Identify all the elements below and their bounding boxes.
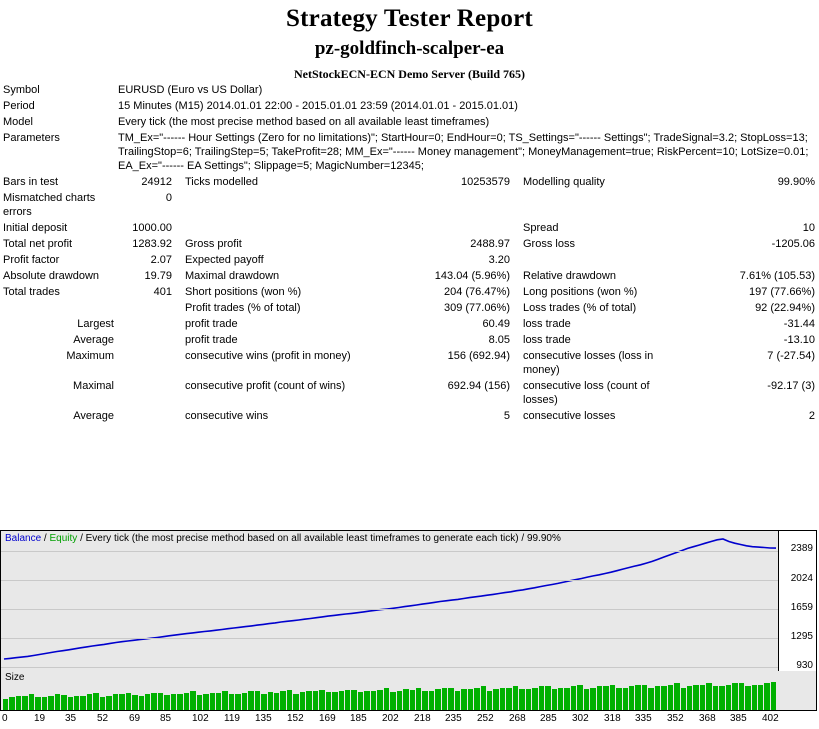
table-row	[0, 98, 819, 114]
page-title: Strategy Tester Report	[286, 5, 533, 32]
table-row	[0, 252, 819, 268]
average-label: Average	[73, 334, 114, 346]
relative-drawdown-label: Relative drawdown	[523, 270, 616, 282]
max-consecutive-wins-label: consecutive wins (profit in money)	[185, 350, 351, 362]
gross-loss-value: -1205.06	[771, 238, 815, 250]
x-tick-4: 69	[129, 713, 141, 724]
chart-y-axis	[778, 531, 816, 671]
report-subtitle: pz-goldfinch-scalper-ea	[314, 38, 505, 59]
gross-profit-value: 2488.97	[470, 238, 510, 250]
table-row	[0, 220, 819, 236]
table-row	[0, 316, 819, 332]
legend-separator: /	[43, 533, 47, 544]
table-row	[0, 268, 819, 284]
table-row	[0, 378, 819, 408]
gross-profit-label: Gross profit	[185, 238, 242, 250]
balance-line	[1, 531, 779, 671]
max-consecutive-losses-value: 7 (-27.54)	[767, 350, 815, 362]
spread-label: Spread	[523, 222, 559, 234]
x-tick-13: 218	[414, 713, 431, 724]
x-tick-23: 385	[730, 713, 747, 724]
maximal-drawdown-value: 143.04 (5.96%)	[434, 270, 510, 282]
model-value: Every tick (the most precise method based on all available least timeframes)	[118, 116, 490, 128]
chart-plot-area	[1, 531, 779, 671]
table-row	[0, 348, 819, 378]
profit-trades-label: Profit trades (% of total)	[185, 302, 301, 314]
profit-factor-value: 2.07	[150, 254, 172, 266]
mismatched-charts-errors-label: Mismatched charts errors	[3, 192, 96, 218]
table-row	[0, 82, 819, 98]
total-trades-label: Total trades	[3, 286, 60, 298]
legend-balance: Balance	[5, 533, 42, 544]
absolute-drawdown-value: 19.79	[144, 270, 172, 282]
x-tick-9: 152	[287, 713, 304, 724]
maximal-drawdown-label: Maximal drawdown	[185, 270, 280, 282]
model-label: Model	[3, 116, 33, 128]
initial-deposit-value: 1000.00	[132, 222, 172, 234]
max-consecutive-losses-label: consecutive losses (loss in money)	[523, 350, 654, 376]
table-row	[0, 300, 819, 316]
avg-consecutive-wins-label: consecutive wins	[185, 410, 269, 422]
x-tick-18: 302	[572, 713, 589, 724]
x-tick-17: 285	[540, 713, 557, 724]
maximal-consecutive-loss-label: consecutive loss (count of losses)	[523, 380, 650, 406]
size-label: Size	[5, 672, 25, 683]
largest-loss-trade-label: loss trade	[523, 318, 571, 330]
x-tick-19: 318	[604, 713, 621, 724]
x-tick-22: 368	[699, 713, 716, 724]
largest-loss-trade-value: -31.44	[783, 318, 815, 330]
x-tick-12: 202	[382, 713, 399, 724]
maximum-label: Maximum	[66, 350, 114, 362]
average2-label: Average	[73, 410, 114, 422]
y-tick-1: 2024	[790, 573, 813, 584]
largest-label: Largest	[77, 318, 114, 330]
total-net-profit-value: 1283.92	[132, 238, 172, 250]
x-tick-11: 185	[350, 713, 367, 724]
initial-deposit-label: Initial deposit	[3, 222, 68, 234]
total-trades-value: 401	[153, 286, 172, 298]
table-row	[0, 408, 819, 424]
x-tick-6: 102	[192, 713, 209, 724]
table-row	[0, 236, 819, 252]
y-tick-4: 930	[796, 660, 813, 671]
x-tick-14: 235	[445, 713, 462, 724]
maximal-consecutive-loss-value: -92.17 (3)	[767, 380, 815, 392]
y-tick-2: 1659	[790, 602, 813, 613]
relative-drawdown-value: 7.61% (105.53)	[739, 270, 815, 282]
y-tick-3: 1295	[790, 631, 813, 642]
maximal-label: Maximal	[73, 380, 114, 392]
long-positions-label: Long positions (won %)	[523, 286, 638, 298]
x-tick-2: 35	[65, 713, 77, 724]
table-row	[0, 332, 819, 348]
max-consecutive-wins-value: 156 (692.94)	[447, 350, 510, 362]
profit-trades-value: 309 (77.06%)	[443, 302, 510, 314]
ticks-modelled-value: 10253579	[461, 176, 510, 188]
profit-factor-label: Profit factor	[3, 254, 60, 266]
loss-trades-label: Loss trades (% of total)	[523, 302, 637, 314]
parameters-value: TM_Ex="------ Hour Settings (Zero for no limitations)"; StartHour=0; EndHour=0; TS_Settings="------ Settings"; TradeSignal=3.2; StopLoss=13; TrailingStop=6; TrailingStep=5; TakeProfit=28; MM_Ex="------ Money management"; MoneyManagement=true; RiskPercent=10; LotSize=0.01; EA_Ex="------ EA Settings"; Slippage=5; MagicNumber=12345;	[118, 132, 809, 172]
avg-consecutive-losses-value: 2	[808, 410, 815, 422]
table-row	[0, 190, 819, 220]
maximal-consecutive-profit-value: 692.94 (156)	[447, 380, 510, 392]
balance-equity-chart	[0, 530, 817, 672]
avg-consecutive-wins-value: 5	[503, 410, 510, 422]
x-tick-24: 402	[762, 713, 779, 724]
avg-consecutive-losses-label: consecutive losses	[523, 410, 616, 422]
chart-legend	[5, 533, 561, 544]
table-row	[0, 130, 819, 174]
average-profit-trade-label: profit trade	[185, 334, 238, 346]
short-positions-label: Short positions (won %)	[185, 286, 302, 298]
largest-profit-trade-label: profit trade	[185, 318, 238, 330]
x-tick-10: 169	[319, 713, 336, 724]
modelling-quality-label: Modelling quality	[523, 176, 605, 188]
report-header	[0, 0, 819, 82]
parameters-label: Parameters	[3, 132, 60, 144]
absolute-drawdown-label: Absolute drawdown	[3, 270, 100, 282]
x-tick-0: 0	[2, 713, 8, 724]
report-server: NetStockECN-ECN Demo Server (Build 765)	[293, 67, 526, 81]
table-row	[0, 114, 819, 130]
long-positions-value: 197 (77.66%)	[748, 286, 815, 298]
y-tick-0: 2389	[790, 543, 813, 554]
expected-payoff-label: Expected payoff	[185, 254, 264, 266]
x-tick-20: 335	[635, 713, 652, 724]
spread-value: 10	[802, 222, 815, 234]
size-bars	[3, 682, 777, 710]
report-info-table	[0, 82, 819, 424]
table-row	[0, 174, 819, 190]
period-label: Period	[3, 100, 35, 112]
x-tick-15: 252	[477, 713, 494, 724]
legend-description: / Every tick (the most precise method based on all available least timeframes to generate each tick) / 99.90%	[80, 533, 561, 544]
modelling-quality-value: 99.90%	[777, 176, 815, 188]
size-chart	[0, 671, 817, 711]
maximal-consecutive-profit-label: consecutive profit (count of wins)	[185, 380, 346, 392]
legend-equity: Equity	[49, 533, 78, 544]
loss-trades-value: 92 (22.94%)	[755, 302, 815, 314]
x-tick-3: 52	[97, 713, 109, 724]
average-profit-trade-value: 8.05	[488, 334, 510, 346]
x-tick-8: 135	[255, 713, 272, 724]
x-tick-16: 268	[509, 713, 526, 724]
x-tick-7: 119	[224, 713, 240, 724]
bars-in-test-value: 24912	[141, 176, 172, 188]
expected-payoff-value: 3.20	[488, 254, 510, 266]
table-row	[0, 284, 819, 300]
chart-x-axis	[0, 711, 817, 727]
largest-profit-trade-value: 60.49	[482, 318, 510, 330]
symbol-value: EURUSD (Euro vs US Dollar)	[118, 84, 263, 96]
gross-loss-label: Gross loss	[523, 238, 575, 250]
symbol-label: Symbol	[3, 84, 40, 96]
period-value: 15 Minutes (M15) 2014.01.01 22:00 - 2015.01.01 23:59 (2014.01.01 - 2015.01.01)	[118, 100, 518, 112]
average-loss-trade-value: -13.10	[783, 334, 815, 346]
ticks-modelled-label: Ticks modelled	[185, 176, 258, 188]
average-loss-trade-label: loss trade	[523, 334, 571, 346]
equity-chart-panel	[0, 530, 819, 727]
short-positions-value: 204 (76.47%)	[443, 286, 510, 298]
x-tick-1: 19	[34, 713, 46, 724]
mismatched-charts-errors-value: 0	[165, 192, 172, 204]
x-tick-21: 352	[667, 713, 684, 724]
bars-in-test-label: Bars in test	[3, 176, 59, 188]
x-tick-5: 85	[160, 713, 172, 724]
total-net-profit-label: Total net profit	[3, 238, 73, 250]
